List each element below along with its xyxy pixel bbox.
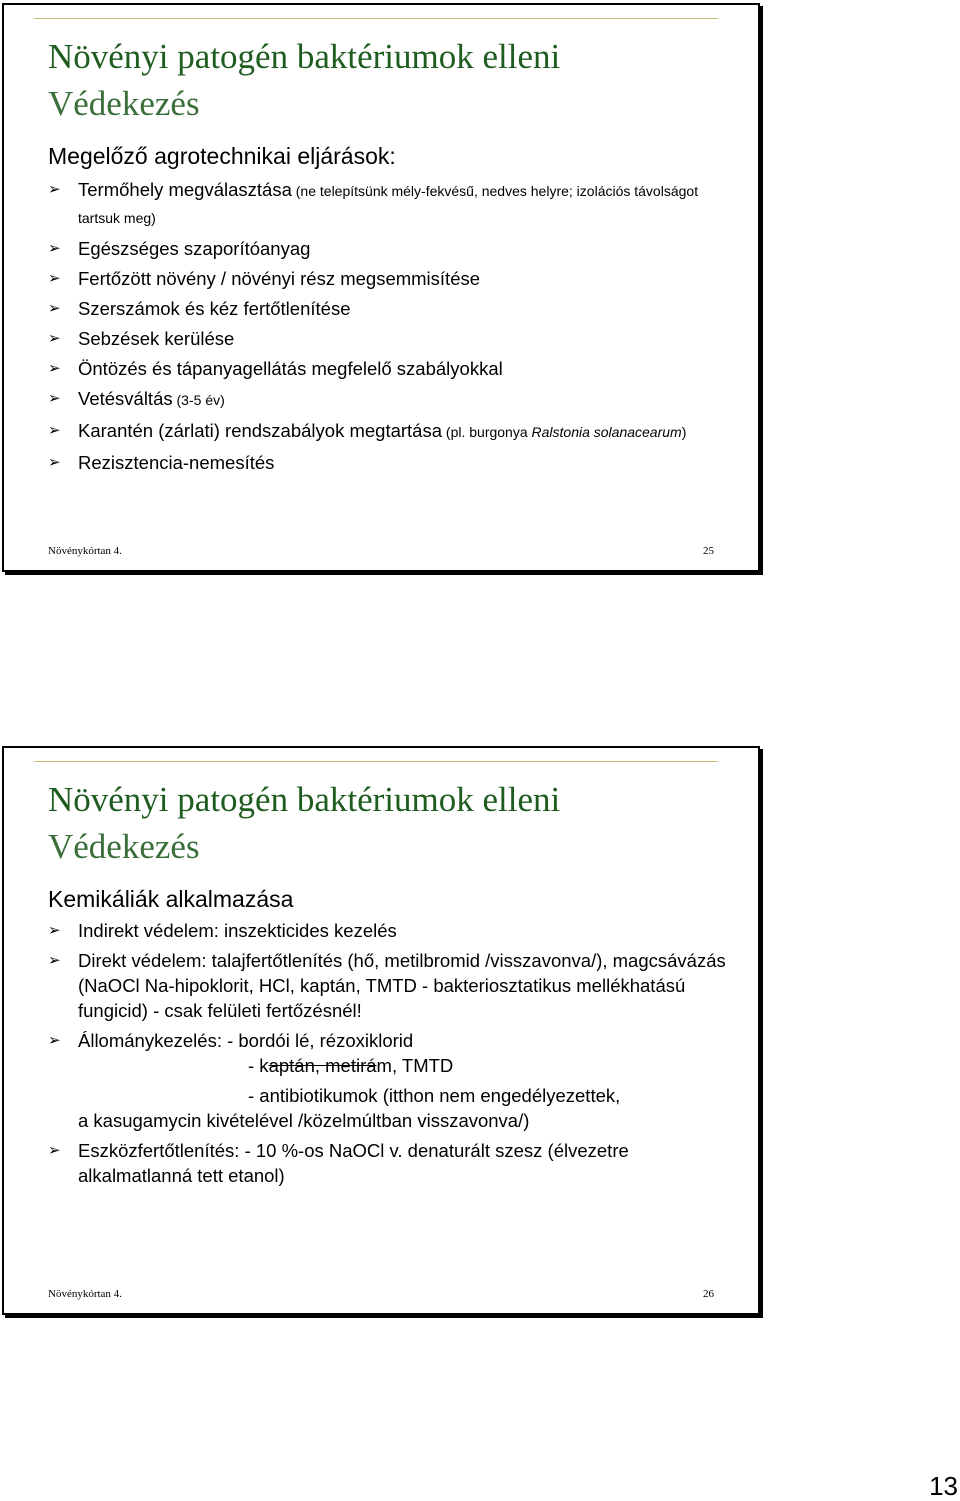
slide-footer [48,1288,714,1300]
list-item: ➢ Indirekt védelem: inszekticides kezelés [48,920,397,941]
list-item: ➢ Egészséges szaporítóanyag [48,238,311,259]
list-item: ➢ Eszközfertőtlenítés: - 10 %-os NaOCl v. denaturált szesz (élvezetre alkalmatlanná tett etanol) [48,1140,629,1186]
slide-subtitle: Kemikáliák alkalmazása [48,886,294,912]
arrow-bullet-icon: ➢ [48,300,61,317]
bullet-list [48,177,738,480]
arrow-bullet-icon: ➢ [48,952,61,969]
arrow-bullet-icon: ➢ [48,1142,61,1159]
title-line-2: Védekezés [48,827,200,866]
title-rule [34,18,718,19]
footer-course: Növénykórtan 4. [48,1288,122,1300]
arrow-bullet-icon: ➢ [48,270,61,287]
title-line-1: Növényi patogén baktériumok elleni [48,780,561,819]
slide-26 [2,746,760,1315]
title-line-2: Védekezés [48,84,200,123]
list-item: ➢ Karantén (zárlati) rendszabályok megtartása (pl. burgonya Ralstonia solanacearum) [48,420,687,441]
slide-number: 26 [703,1288,714,1300]
arrow-bullet-icon: ➢ [48,922,61,939]
arrow-bullet-icon: ➢ [48,181,61,198]
slide-title [48,33,560,127]
list-item: ➢ Termőhely megválasztása (ne telepítsünk mély-fekvésű, nedves helyre; izolációs távolságot tartsuk meg) [48,179,699,226]
list-item: ➢ Rezisztencia-nemesítés [48,452,275,473]
arrow-bullet-icon: ➢ [48,240,61,257]
slide-number: 25 [703,545,714,557]
slide-subtitle: Megelőző agrotechnikai eljárások: [48,143,396,169]
list-item: ➢ Szerszámok és kéz fertőtlenítése [48,298,351,319]
arrow-bullet-icon: ➢ [48,1032,61,1049]
list-item: ➢ Sebzések kerülése [48,328,235,349]
list-item: ➢ Vetésváltás (3-5 év) [48,388,225,409]
slide-footer [48,545,714,557]
footer-course: Növénykórtan 4. [48,545,122,557]
title-line-1: Növényi patogén baktériumok elleni [48,37,561,76]
list-item: ➢ Fertőzött növény / növényi rész megsemmisítése [48,268,481,289]
list-item: ➢ Állománykezelés: - bordói lé, rézoxiklorid - kaptán, metirám, TMTD - antibiotikumok (itthon nem engedélyezettek, a kasugamycin kivételével /közelmúltban visszavonva/) [48,1030,621,1131]
slide-25 [2,3,760,572]
arrow-bullet-icon: ➢ [48,360,61,377]
page-number: 13 [929,1471,958,1501]
arrow-bullet-icon: ➢ [48,422,61,439]
bullet-list [48,918,738,1193]
arrow-bullet-icon: ➢ [48,454,61,471]
title-rule [34,761,718,762]
list-item: ➢ Öntözés és tápanyagellátás megfelelő szabályokkal [48,358,503,379]
arrow-bullet-icon: ➢ [48,390,61,407]
arrow-bullet-icon: ➢ [48,330,61,347]
slide-title [48,776,560,870]
list-item: ➢ Direkt védelem: talajfertőtlenítés (hő, metilbromid /visszavonva/), magcsávázás (NaOCl Na-hipoklorit, HCl, kaptán, TMTD - bakteriosztatikus mellékhatású fungicid) - csak felületi fertőzésnél! [48,950,726,1021]
